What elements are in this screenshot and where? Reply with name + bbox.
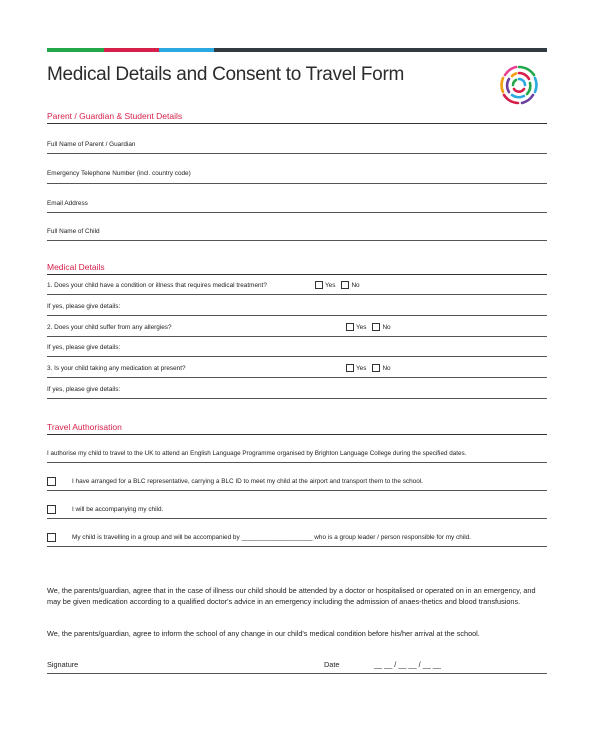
date-label: Date xyxy=(324,660,340,669)
field-line xyxy=(47,490,547,491)
travel-option-2-checkbox[interactable] xyxy=(47,505,56,514)
field-line xyxy=(47,240,547,241)
header-bar-red xyxy=(104,48,159,52)
field-line xyxy=(47,356,547,357)
travel-option-1: I have arranged for a BLC representative, carrying a BLC ID to meet my child at the airport and transport them to the school. xyxy=(72,478,423,485)
field-line xyxy=(47,183,547,184)
field-emergency-phone[interactable]: Emergency Telephone Number (incl. country code) xyxy=(47,170,191,177)
consent-paragraph-1: We, the parents/guardian, agree that in the case of illness our child should be attended by a doctor or hospitalised or operated on in an emergency, and may be given medication according to a qualified doctor's advice in an emergency including the admission of anaes-thetics and blood transfusions. xyxy=(47,586,536,606)
medical-details-2[interactable]: If yes, please give details: xyxy=(47,344,121,351)
yes-label: Yes xyxy=(356,364,367,372)
section-heading-medical: Medical Details xyxy=(47,262,105,272)
field-line xyxy=(47,294,547,295)
field-line xyxy=(47,398,547,399)
college-logo-icon xyxy=(498,64,540,106)
field-line xyxy=(47,462,547,463)
checkbox-no[interactable] xyxy=(372,323,380,331)
travel-option-2: I will be accompanying my child. xyxy=(72,506,164,513)
medical-details-1[interactable]: If yes, please give details: xyxy=(47,303,121,310)
medical-q1-yesno xyxy=(315,281,366,289)
field-line xyxy=(47,336,547,337)
checkbox-no[interactable] xyxy=(341,281,349,289)
divider xyxy=(47,434,547,435)
divider xyxy=(47,274,547,275)
field-line xyxy=(47,153,547,154)
header-bar-green xyxy=(47,48,104,52)
travel-statement: I authorise my child to travel to the UK to attend an English Language Programme organised by Brighton Language College during the specified dates. xyxy=(47,450,467,457)
yes-label: Yes xyxy=(356,323,367,331)
medical-details-3[interactable]: If yes, please give details: xyxy=(47,386,121,393)
no-label: No xyxy=(351,281,360,289)
medical-question-1: 1. Does your child have a condition or illness that requires medical treatment? xyxy=(47,282,267,289)
field-child-name[interactable]: Full Name of Child xyxy=(47,228,100,235)
header-bar-dark xyxy=(214,48,547,52)
field-line xyxy=(47,212,547,213)
section-heading-travel: Travel Authorisation xyxy=(47,422,122,432)
header-bar-blue xyxy=(159,48,214,52)
travel-option-3-checkbox[interactable] xyxy=(47,533,56,542)
date-field[interactable]: __ __ / __ __ / __ __ xyxy=(374,660,441,669)
yes-label: Yes xyxy=(325,281,336,289)
medical-q2-yesno xyxy=(346,323,397,331)
checkbox-yes[interactable] xyxy=(346,323,354,331)
form-title: Medical Details and Consent to Travel Form xyxy=(47,64,405,85)
field-line xyxy=(47,315,547,316)
travel-option-1-checkbox[interactable] xyxy=(47,477,56,486)
field-email[interactable]: Email Address xyxy=(47,200,88,207)
no-label: No xyxy=(382,364,391,372)
divider xyxy=(47,123,547,124)
signature-label[interactable]: Signature xyxy=(47,660,79,669)
checkbox-yes[interactable] xyxy=(346,364,354,372)
medical-q3-yesno xyxy=(346,364,397,372)
travel-option-3: My child is travelling in a group and will be accompanied by ____________________ who is a group leader / person responsible for my child. xyxy=(72,534,471,541)
consent-paragraph-2: We, the parents/guardian, agree to inform the school of any change in our child's medical condition before his/her arrival at the school. xyxy=(47,629,480,638)
no-label: No xyxy=(382,323,391,331)
field-line xyxy=(47,377,547,378)
medical-question-3: 3. Is your child taking any medication at present? xyxy=(47,365,186,372)
field-parent-name[interactable]: Full Name of Parent / Guardian xyxy=(47,141,136,148)
field-line xyxy=(47,673,547,674)
checkbox-no[interactable] xyxy=(372,364,380,372)
field-line xyxy=(47,546,547,547)
medical-question-2: 2. Does your child suffer from any allergies? xyxy=(47,324,172,331)
section-heading-parent: Parent / Guardian & Student Details xyxy=(47,111,183,121)
checkbox-yes[interactable] xyxy=(315,281,323,289)
field-line xyxy=(47,518,547,519)
